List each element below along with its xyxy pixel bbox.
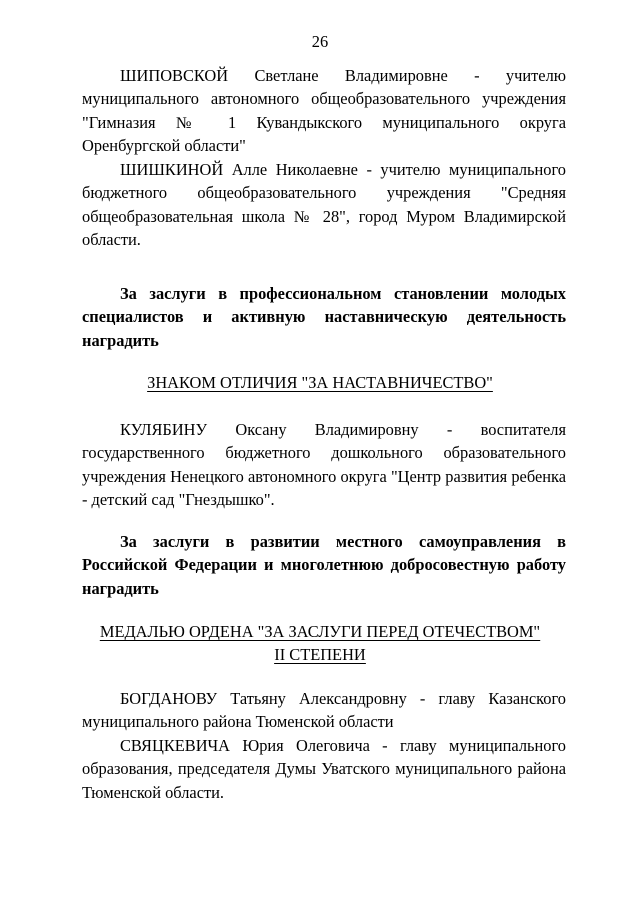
award-entry-shipovskoy xyxy=(82,64,566,158)
award-entry-shishkina xyxy=(82,158,566,252)
award-entry-svyatskevich xyxy=(82,734,566,804)
award-title-line1: МЕДАЛЬЮ ОРДЕНА "ЗА ЗАСЛУГИ ПЕРЕД ОТЕЧЕСТВОМ" xyxy=(99,622,541,641)
recipient-surname: КУЛЯБИНУ xyxy=(120,420,208,439)
recipient-details: Татьяну Александровну - главу Казанского муниципального района Тюменской области xyxy=(82,689,567,732)
recipient-surname: БОГДАНОВУ xyxy=(120,689,218,708)
page-number: 26 xyxy=(311,32,329,51)
award-title: ЗНАКОМ ОТЛИЧИЯ "ЗА НАСТАВНИЧЕСТВО" xyxy=(147,373,493,392)
recipient-surname: ШИПОВСКОЙ xyxy=(120,66,229,85)
decree-text-mentoring: За заслуги в профессиональном становлении молодых специалистов и активную наставническую деятельность наградить xyxy=(82,284,566,350)
award-title-line2: II СТЕПЕНИ xyxy=(274,645,366,665)
recipient-details: Светлане Владимировне - учителю муниципального автономного общеобразовательного учреждения "Гимназия № 1 Кувандыкского муниципального округа Оренбургской области" xyxy=(82,66,566,156)
decree-text-local-government: За заслуги в развитии местного самоуправления в Российской Федерации и многолетнюю добросовестную работу наградить xyxy=(82,532,566,598)
award-entry-bogdanova xyxy=(82,687,566,734)
recipient-surname: СВЯЦКЕВИЧА xyxy=(120,736,231,755)
recipient-details: Алле Николаевне - учителю муниципального бюджетного общеобразовательного учреждения "Средняя общеобразовательная школа № 28", город Муром Владимирской области. xyxy=(82,160,566,250)
award-heading-mentoring xyxy=(0,371,640,394)
award-heading-order-medal xyxy=(0,620,640,667)
recipient-details: Юрия Олеговича - главу муниципального образования, председателя Думы Уватского муниципального района Тюменской области. xyxy=(82,736,566,802)
award-entry-kulyabina xyxy=(82,418,566,512)
recipient-surname: ШИШКИНОЙ xyxy=(120,160,224,179)
recipient-details: Оксану Владимировну - воспитателя государственного бюджетного дошкольного образовательного учреждения Ненецкого автономного округа "Центр развития ребенка - детский сад "Гнездышко". xyxy=(82,420,566,510)
